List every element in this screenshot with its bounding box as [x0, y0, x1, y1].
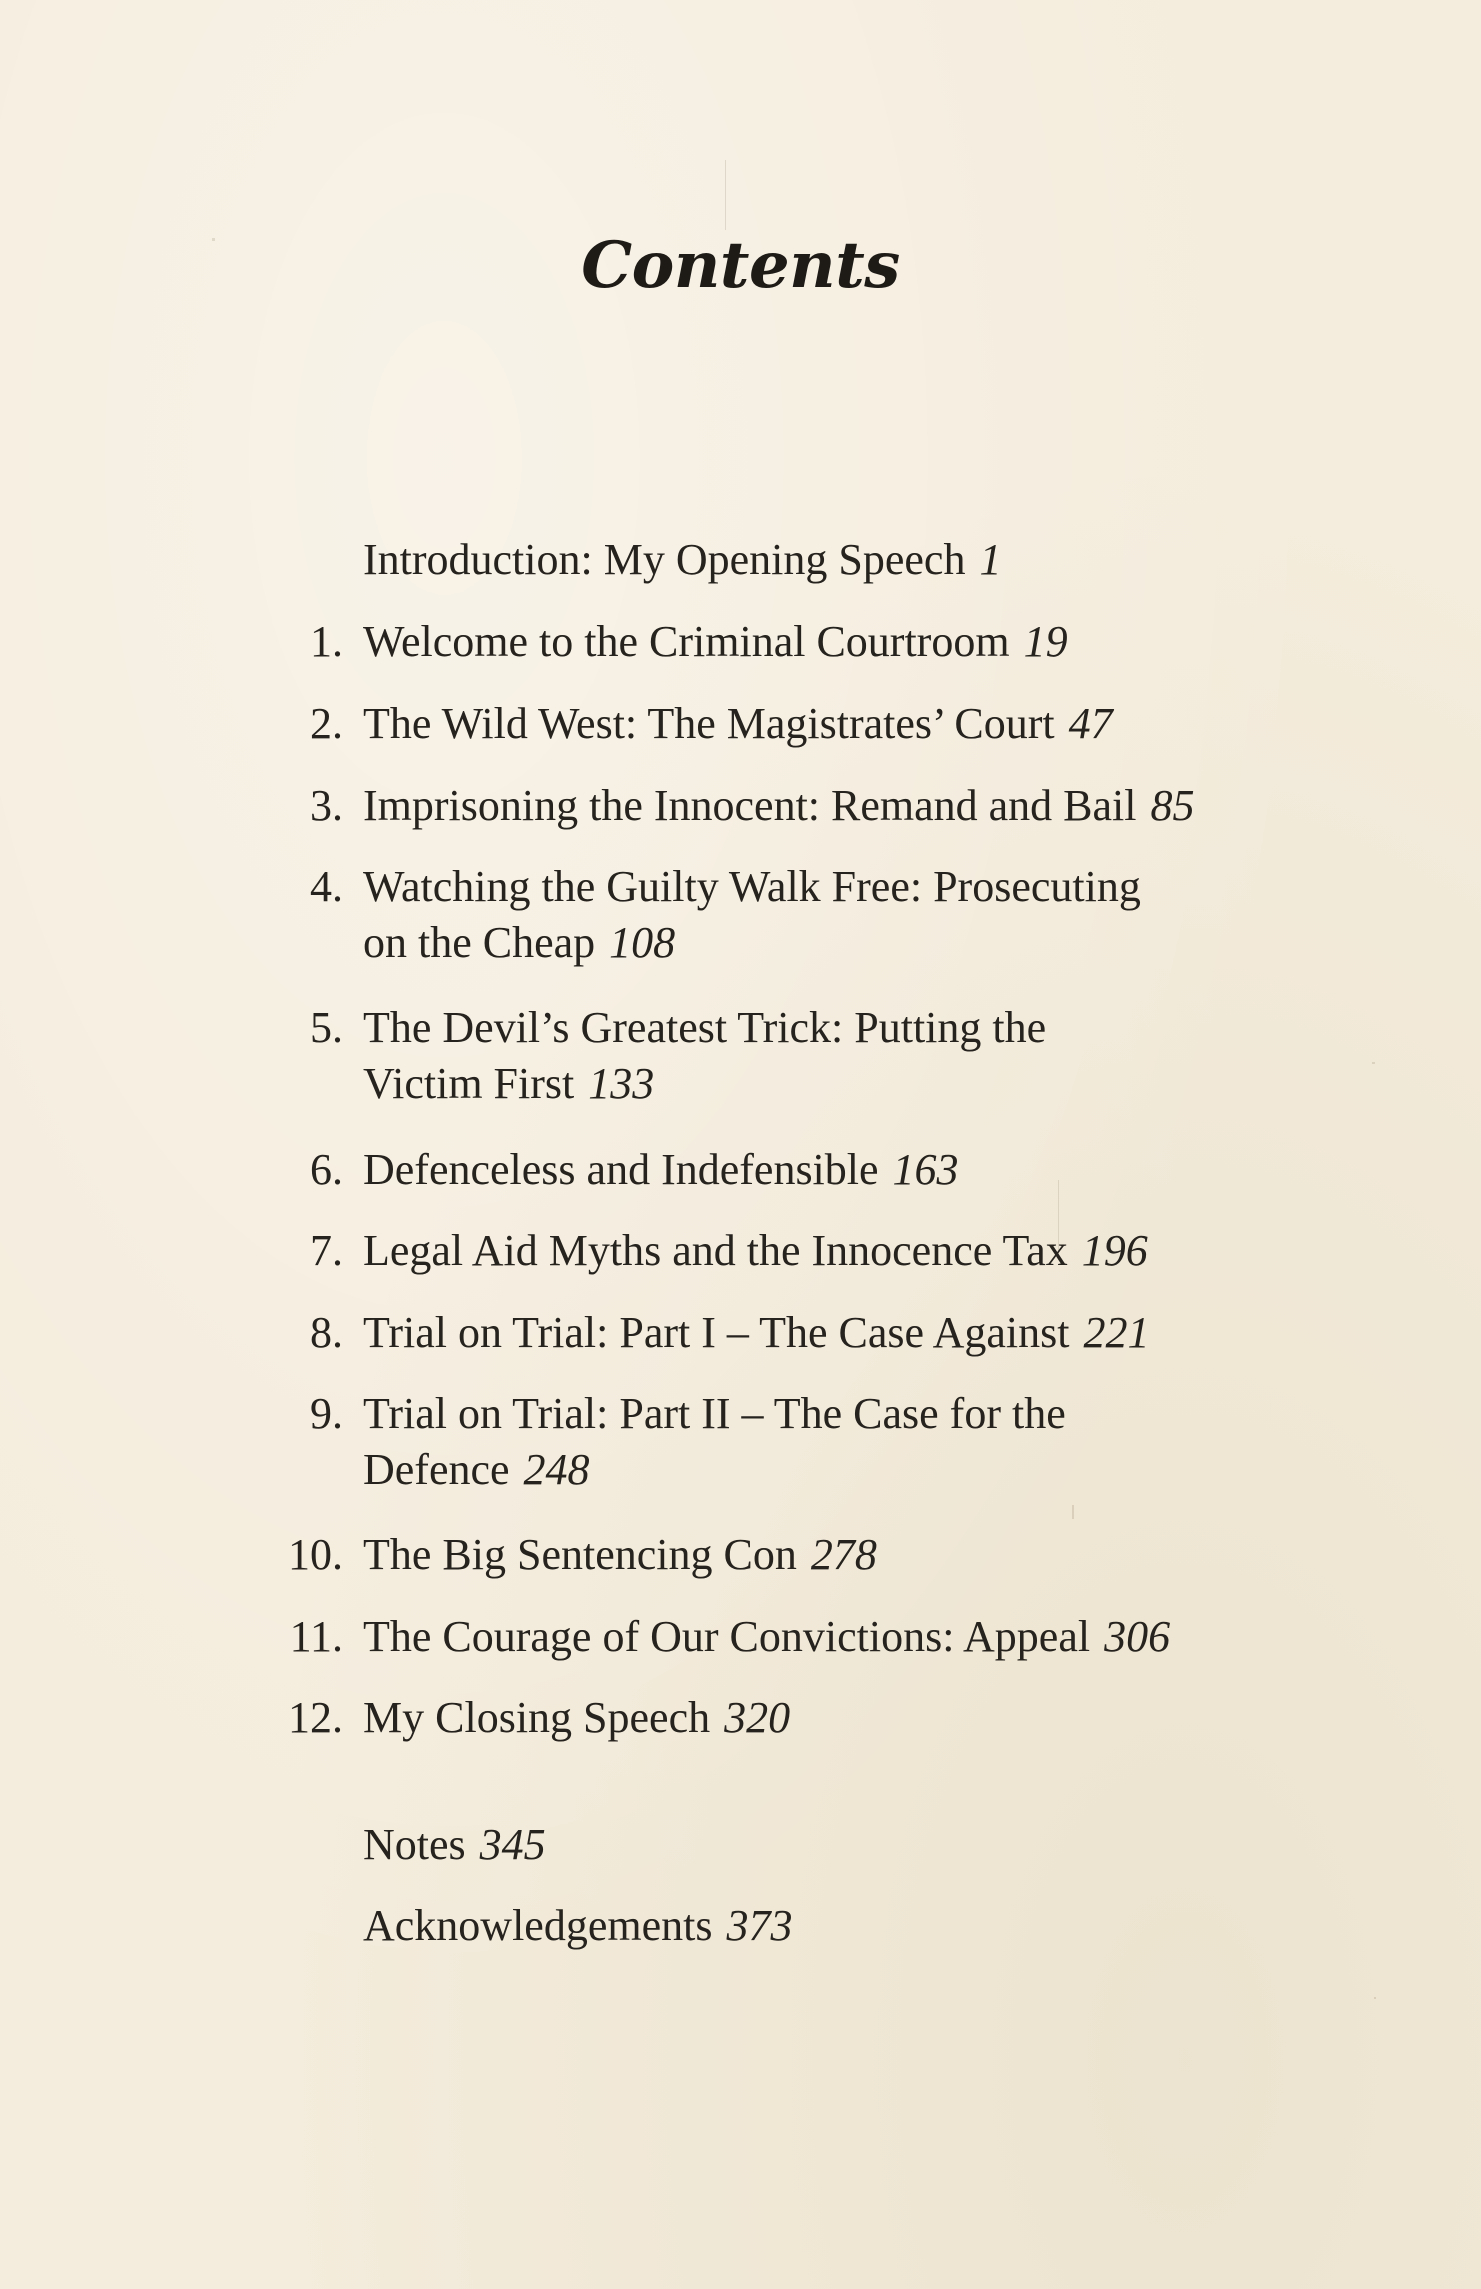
- paper-speck: [1374, 1997, 1376, 1999]
- page-number: 85: [1150, 781, 1195, 830]
- chapter-title-line: Victim First: [363, 1059, 575, 1108]
- page-number: 345: [479, 1820, 546, 1869]
- chapter-number: 5.: [310, 1003, 343, 1052]
- chapter-title-line: on the Cheap: [363, 918, 596, 967]
- entry-label: Introduction: My Opening Speech: [363, 535, 966, 584]
- page-number: 1: [979, 535, 1002, 584]
- chapter-title-line: Legal Aid Myths and the Innocence Tax: [363, 1226, 1068, 1275]
- page-number: 320: [724, 1693, 791, 1742]
- chapter-number: 2.: [310, 699, 343, 748]
- chapter-number: 3.: [310, 781, 343, 830]
- page-number: 108: [609, 918, 676, 967]
- toc-entry-chapter: [363, 1000, 1263, 1112]
- chapter-title-line: Welcome to the Criminal Courtroom: [363, 617, 1010, 666]
- entry-label: Notes: [363, 1820, 466, 1869]
- chapter-number: 11.: [289, 1612, 343, 1661]
- chapter-title-line: Trial on Trial: Part I – The Case Against: [363, 1308, 1070, 1357]
- chapter-number: 12.: [288, 1693, 343, 1742]
- toc-entry-chapter: [363, 859, 1263, 971]
- page-number: 133: [588, 1059, 655, 1108]
- paper-speck: [1372, 1062, 1375, 1064]
- page-number: 221: [1083, 1308, 1150, 1357]
- chapter-number: 7.: [310, 1226, 343, 1275]
- chapter-title-line: Defence: [363, 1445, 510, 1494]
- page-title: Contents: [581, 228, 900, 303]
- toc-entry-chapter: [363, 1386, 1263, 1498]
- page-number: 47: [1068, 699, 1113, 748]
- chapter-title-line: Defenceless and Indefensible: [363, 1145, 879, 1194]
- page-number: 196: [1081, 1226, 1148, 1275]
- toc-entry-chapter: [363, 696, 1263, 752]
- toc-entry-chapter: [363, 614, 1263, 670]
- entry-label: Acknowledgements: [363, 1901, 713, 1950]
- chapter-title-line: My Closing Speech: [363, 1693, 711, 1742]
- paper-speck: [1072, 1505, 1074, 1519]
- toc-entry-chapter: [363, 1142, 1263, 1198]
- toc-entry-notes: [363, 1817, 1263, 1873]
- toc-entry-chapter: [363, 1527, 1263, 1583]
- toc-entry-chapter: [363, 1305, 1263, 1361]
- toc-entry-introduction: [363, 532, 1263, 588]
- chapter-title-line: Trial on Trial: Part II – The Case for the: [363, 1389, 1066, 1438]
- toc-entry-chapter: [363, 1223, 1263, 1279]
- page-number: 278: [810, 1530, 877, 1579]
- chapter-title-line: Imprisoning the Innocent: Remand and Bail: [363, 781, 1137, 830]
- toc-entry-chapter: [363, 1609, 1263, 1665]
- chapter-number: 9.: [310, 1389, 343, 1438]
- chapter-number: 6.: [310, 1145, 343, 1194]
- chapter-number: 1.: [310, 617, 343, 666]
- chapter-number: 8.: [310, 1308, 343, 1357]
- page-number: 19: [1023, 617, 1068, 666]
- chapter-title-line: The Wild West: The Magistrates’ Court: [363, 699, 1055, 748]
- chapter-title-line: The Devil’s Greatest Trick: Putting the: [363, 1003, 1047, 1052]
- chapter-title-line: Watching the Guilty Walk Free: Prosecuting: [363, 862, 1141, 911]
- chapter-number: 4.: [310, 862, 343, 911]
- page-number: 306: [1104, 1612, 1171, 1661]
- chapter-title-line: The Big Sentencing Con: [363, 1530, 797, 1579]
- toc-entry-acknowledgements: [363, 1898, 1263, 1954]
- chapter-number: 10.: [288, 1530, 343, 1579]
- chapter-title-line: The Courage of Our Convictions: Appeal: [363, 1612, 1091, 1661]
- toc-entry-chapter: [363, 1690, 1263, 1746]
- toc-entry-chapter: [363, 778, 1263, 834]
- page-number: 248: [523, 1445, 590, 1494]
- paper-speck: [725, 160, 726, 230]
- page-number: 163: [892, 1145, 959, 1194]
- page-number: 373: [726, 1901, 793, 1950]
